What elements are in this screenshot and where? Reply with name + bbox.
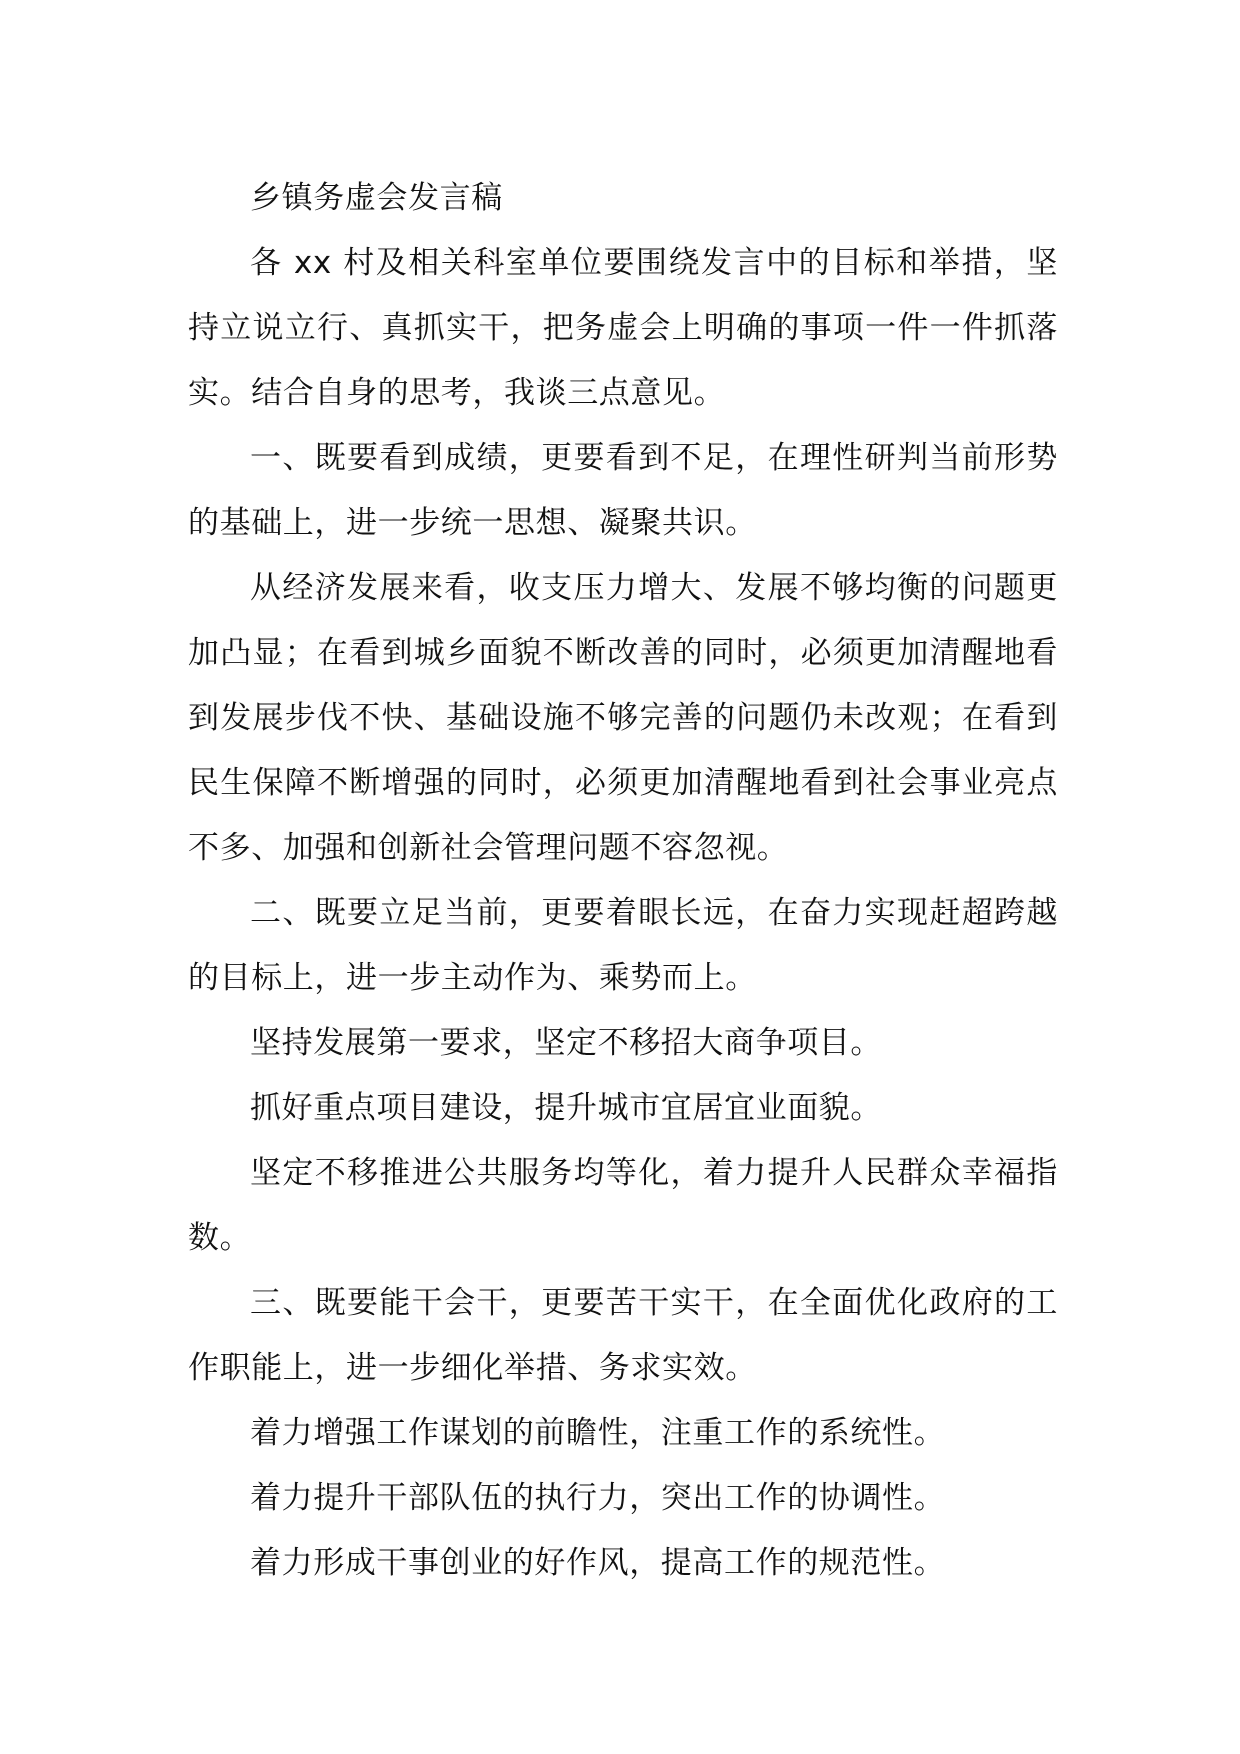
paragraph-point-three-item-2: 着力提升干部队伍的执行力，突出工作的协调性。 xyxy=(250,1480,946,1516)
paragraph-point-two-item-2: 抓好重点项目建设，提升城市宜居宜业面貌。 xyxy=(250,1090,882,1126)
paragraph-point-one-body: 从经济发展来看，收支压力增大、发展不够均衡的问题更加凸显；在看到城乡面貌不断改善的同时，必须更加清醒地看到发展步伐不快、基础设施不够完善的问题仍未改观；在看到民生保障不断增强的同时，必须更加清醒地看到社会事业亮点不多、加强和创新社会管理问题不容忽视。 xyxy=(188,570,1058,866)
paragraph-intro: 各 xx 村及相关科室单位要围绕发言中的目标和举措，坚持立说立行、真抓实干，把务虚会上明确的事项一件一件抓落实。结合自身的思考，我谈三点意见。 xyxy=(188,245,1058,411)
paragraph-point-one-heading: 一、既要看到成绩，更要看到不足，在理性研判当前形势的基础上，进一步统一思想、凝聚共识。 xyxy=(188,440,1058,541)
paragraph-point-three-item-3: 着力形成干事创业的好作风，提高工作的规范性。 xyxy=(250,1545,946,1581)
document-page xyxy=(188,166,1058,1596)
paragraph-point-three-item-1: 着力增强工作谋划的前瞻性，注重工作的系统性。 xyxy=(250,1415,946,1451)
paragraph-point-two-item-3: 坚定不移推进公共服务均等化，着力提升人民群众幸福指数。 xyxy=(188,1155,1058,1256)
paragraph-point-two-heading: 二、既要立足当前，更要着眼长远，在奋力实现赶超跨越的目标上，进一步主动作为、乘势而上。 xyxy=(188,895,1058,996)
paragraph-point-two-item-1: 坚持发展第一要求，坚定不移招大商争项目。 xyxy=(250,1025,882,1061)
document-title: 乡镇务虚会发言稿 xyxy=(250,180,503,216)
paragraph-point-three-heading: 三、既要能干会干，更要苦干实干，在全面优化政府的工作职能上，进一步细化举措、务求实效。 xyxy=(188,1285,1058,1386)
